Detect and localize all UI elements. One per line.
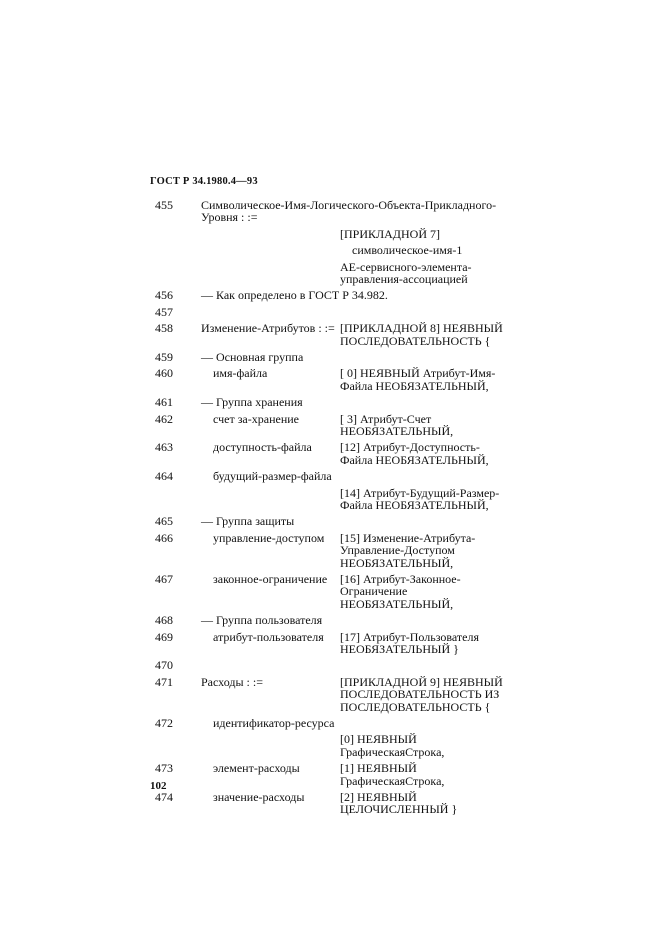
definition-type (340, 762, 520, 787)
type-line: НЕОБЯЗАТЕЛЬНЫЙ } (340, 642, 459, 657)
type-line: [0] НЕЯВНЫЙ (340, 732, 417, 747)
definition-name (201, 659, 341, 671)
line-number: 466 (155, 530, 173, 545)
type-line: ГрафическаяСтрока, (340, 744, 445, 759)
definition-type (340, 791, 520, 816)
listing-row (155, 532, 535, 569)
definition-type (340, 228, 520, 240)
type-line: НЕОБЯЗАТЕЛЬНЫЙ, (340, 596, 454, 611)
line-number: 463 (155, 440, 173, 455)
line-number: 459 (155, 350, 173, 365)
type-line: ЦЕЛОЧИСЛЕННЫЙ } (340, 802, 458, 817)
type-line: управления-ассоциацией (340, 272, 468, 287)
definition-name: будущий-размер-файла (213, 469, 332, 484)
line-number: 474 (155, 790, 173, 805)
definition-type (340, 733, 520, 758)
type-line: [15] Изменение-Атрибута- (340, 530, 476, 545)
definition-type (340, 487, 520, 512)
definition-name (201, 487, 341, 499)
type-line: ПОСЛЕДОВАТЕЛЬНОСТЬ { (340, 699, 491, 714)
definition-type (340, 441, 520, 466)
listing-row (155, 762, 535, 787)
listing-row (155, 659, 535, 671)
type-line: [16] Атрибут-Законное- (340, 572, 461, 587)
definition-name: Изменение-Атрибутов : := (201, 321, 335, 336)
listing-row (155, 676, 535, 713)
line-number: 460 (155, 366, 173, 381)
definition-name: — Основная группа (201, 350, 304, 365)
definition-type (340, 244, 532, 256)
line-number: 467 (155, 572, 173, 587)
definition-name: — Группа пользователя (201, 613, 323, 628)
type-line: [ПРИКЛАДНОЙ 7] (340, 226, 440, 241)
line-number: 470 (155, 658, 173, 673)
code-listing (155, 199, 535, 820)
line-number: 469 (155, 629, 173, 644)
type-line: [17] Атрибут-Пользователя (340, 629, 480, 644)
type-line: Управление-Доступом (340, 543, 455, 558)
listing-row (155, 289, 535, 301)
page-number: 102 (150, 780, 167, 792)
definition-type (340, 322, 520, 347)
definition-type (340, 573, 520, 610)
listing-row (155, 199, 535, 224)
definition-name: идентификатор-ресурса (213, 716, 335, 731)
type-line: АЕ-сервисного-элемента- (340, 259, 472, 274)
definition-name (201, 228, 341, 240)
definition-type (340, 413, 520, 438)
definition-name: — Группа хранения (201, 395, 303, 410)
listing-row (155, 614, 535, 626)
listing-row (155, 733, 535, 758)
listing-row (155, 441, 535, 466)
listing-row (155, 244, 535, 256)
line-number: 458 (155, 321, 173, 336)
type-line: [1] НЕЯВНЫЙ (340, 761, 417, 776)
definition-type (340, 676, 520, 713)
type-line: Ограничение (340, 584, 408, 599)
definition-name (201, 261, 341, 273)
type-line: [2] НЕЯВНЫЙ (340, 790, 417, 805)
definition-name (201, 244, 341, 256)
definition-name: имя-файла (213, 366, 268, 381)
line-number: 457 (155, 304, 173, 319)
definition-name (201, 733, 341, 745)
definition-name (201, 306, 341, 318)
type-line: [ 0] НЕЯВНЫЙ Атрибут-Имя- (340, 366, 496, 381)
type-line: символическое-имя-1 (352, 243, 463, 258)
listing-row (155, 791, 535, 816)
line-number: 465 (155, 514, 173, 529)
listing-row (155, 631, 535, 656)
definition-name: Символическое-Имя-Логического-Объекта-Прикладного-Уровня : := (201, 198, 497, 225)
definition-type (340, 367, 520, 392)
definition-name: — Группа защиты (201, 514, 295, 529)
line-number: 455 (155, 198, 173, 212)
line-number: 462 (155, 411, 173, 426)
definition-type (340, 532, 520, 569)
line-number: 472 (155, 716, 173, 731)
line-number: 456 (155, 288, 173, 303)
listing-row (155, 470, 535, 482)
listing-row (155, 351, 535, 363)
type-line: ПОСЛЕДОВАТЕЛЬНОСТЬ { (340, 333, 491, 348)
type-line: Файла НЕОБЯЗАТЕЛЬНЫЙ, (340, 378, 489, 393)
type-line: [ПРИКЛАДНОЙ 8] НЕЯВНЫЙ (340, 321, 503, 336)
type-line: ГрафическаяСтрока, (340, 773, 445, 788)
type-line: [14] Атрибут-Будущий-Размер- (340, 485, 500, 500)
listing-row (155, 487, 535, 512)
type-line: [12] Атрибут-Доступность- (340, 440, 480, 455)
definition-name: доступность-файла (213, 440, 312, 455)
listing-row (155, 413, 535, 438)
definition-type (340, 261, 520, 286)
definition-name: — Как определено в ГОСТ Р 34.982. (201, 288, 388, 303)
line-number: 473 (155, 761, 173, 776)
definition-name: счет за-хранение (213, 411, 299, 426)
definition-type (340, 631, 520, 656)
definition-name: Расходы : := (201, 674, 263, 689)
line-number: 461 (155, 395, 173, 410)
line-number: 464 (155, 469, 173, 484)
type-line: [ПРИКЛАДНОЙ 9] НЕЯВНЫЙ (340, 674, 503, 689)
type-line: ПОСЛЕДОВАТЕЛЬНОСТЬ ИЗ (340, 687, 500, 702)
type-line: [ 3] Атрибут-Счет (340, 411, 432, 426)
listing-row (155, 367, 535, 392)
listing-row (155, 515, 535, 527)
definition-name: элемент-расходы (213, 761, 300, 776)
line-number: 468 (155, 613, 173, 628)
line-number: 471 (155, 674, 173, 689)
listing-row (155, 261, 535, 286)
definition-name: управление-доступом (213, 530, 325, 545)
listing-row (155, 228, 535, 240)
definition-name: атрибут-пользователя (213, 629, 324, 644)
type-line: Файла НЕОБЯЗАТЕЛЬНЫЙ, (340, 452, 489, 467)
type-line: НЕОБЯЗАТЕЛЬНЫЙ, (340, 555, 454, 570)
listing-row (155, 573, 535, 610)
document-header: ГОСТ Р 34.1980.4—93 (150, 176, 258, 187)
type-line: НЕОБЯЗАТЕЛЬНЫЙ, (340, 424, 454, 439)
definition-name: значение-расходы (213, 790, 305, 805)
listing-row (155, 717, 535, 729)
type-line: Файла НЕОБЯЗАТЕЛЬНЫЙ, (340, 498, 489, 513)
listing-row (155, 306, 535, 318)
listing-row (155, 396, 535, 408)
listing-row (155, 322, 535, 347)
definition-name: законное-ограничение (213, 572, 328, 587)
